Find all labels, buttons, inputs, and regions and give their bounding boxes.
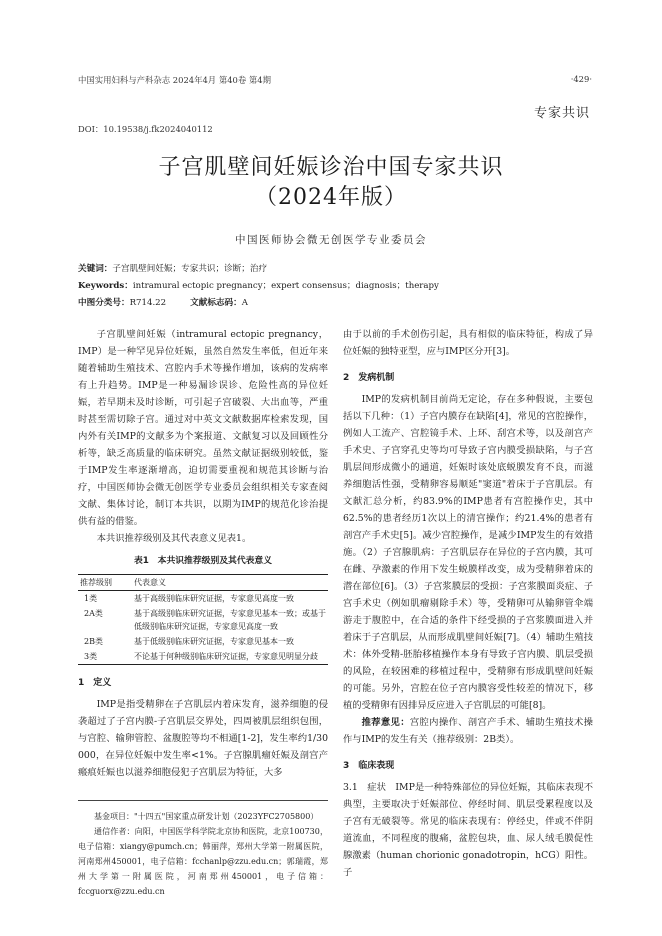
section-heading: 3 临床表现 xyxy=(343,761,395,771)
table-row xyxy=(78,649,328,665)
paper-title: 子宫肌壁间妊娠诊治中国专家共识 xyxy=(158,155,504,180)
table-cell: 2A类 xyxy=(84,609,103,618)
mechanism-paragraph: IMP的发病机制目前尚无定论，存在多种假说，主要包括以下几种：（1）子宫内膜存在缺陷[4]，常见的宫腔操作，例如人工流产、宫腔镜手术、上环、刮宫术等，以及剖宫产手术史、子宫穿孔史等均可导致子宫内膜受损缺陷，与子宫肌层间形成微小的通道，妊娠时该处底蜕膜发育不良，而滋养细胞活性强，受精卵容易顺延"窦道"着床于子宫肌层。有文献汇总分析，约83.9%的IMP患者有宫腔操作史，其中62.5%的患者经历1次以上的清宫操作；约21.4%的患者有剖宫产手术史[5]。减少宫腔操作，是减少IMP发生的有效措施。（2）子宫腺肌病：子宫肌层存在异位的子宫内膜，其可在雌、孕激素的作用下发生蜕膜样改变，成为受精卵着床的潜在部位[6]。（3）子宫浆膜层的受损：子宫浆膜面炎症、子宫手术史（例如肌瘤剔除手术）等，受精卵可从输卵管伞端游走于腹腔中，在合适的条件下经受损的子宫浆膜面进入并着床于子宫肌层，从而形成肌壁间妊娠[7]。（4）辅助生殖技术：体外受精-胚胎移植操作本身有导致子宫内膜、肌层受损的风险，在较困难的移植过程中，受精卵有形成肌壁间妊娠的可能。另外，宫腔在位子宫内膜容受性较差的情况下，移植的受精卵有因排异反应进入子宫肌层的可能[8]。 xyxy=(343,394,593,711)
intro-paragraph: 子宫肌壁间妊娠（intramural ectopic pregnancy，IMP）是一种罕见异位妊娠，虽然自然发生率低，但近年来随着辅助生殖技术、宫腔内手术等操作增加，该病的发病率有上升趋势。IMP是一种易漏诊误诊、危险性高的异位妊娠，若早期未及时诊断，可引起子宫破裂、大出血等，严重时甚至需切除子宫。通过对中英文文献数据库检索发现，国内外有关IMP的文献多为个案报道、文献复习以及回顾性分析等，缺乏高质量的临床研究。虽然文献证据级别较低，鉴于IMP发生率逐渐增高，迫切需要重视和规范其诊断与治疗，中国医师协会微无创医学专业委员会组织相关专家查阅文献、集体讨论，制订本共识，以期为IMP的规范化诊治提供有益的借鉴。 xyxy=(78,329,328,527)
left-column xyxy=(78,326,328,781)
table-cell: 3类 xyxy=(78,649,132,665)
table-cell: 基于高级别临床研究证据，专家意见基本一致；或基于低级别临床研究证据，专家意见高度一致 xyxy=(134,609,326,631)
funding-line: 基金项目："十四五"国家重点研发计划（2023YFC2705800） xyxy=(94,812,319,821)
table-header: 推荐级别 xyxy=(78,575,132,591)
paper-title-year: （2024年版） xyxy=(255,185,407,210)
keywords-cn: 关键词：子宫肌壁间妊娠；专家共识；诊断；治疗 xyxy=(78,264,268,274)
recommendation-paragraph: 推荐意见：宫腔内操作、剖宫产手术、辅助生殖技术操作与IMP的发生有关（推荐级别：2B类）。 xyxy=(343,717,593,745)
footnote-funding xyxy=(78,800,328,899)
table-header: 代表意义 xyxy=(132,575,328,591)
section-heading: 1 定义 xyxy=(78,678,112,688)
classification: 中图分类号：R714.22 文献标志码：A xyxy=(78,298,248,308)
table-cell: 1类 xyxy=(84,594,98,603)
table-row xyxy=(78,634,328,649)
table-cell: 不论基于何种级别临床研究证据，专家意见明显分歧 xyxy=(132,649,328,665)
table-row xyxy=(78,591,328,607)
continuation-paragraph: 由于以前的手术创伤引起，具有相似的临床特征，构成了异位妊娠的独特亚型，应与IMP区分开[3]。 xyxy=(343,329,593,357)
definition-paragraph: IMP是指受精卵在子宫肌层内着床发育，滋养细胞的侵袭超过了子宫内膜-子宫肌层交界处，四周被肌层组织包围，与宫腔、输卵管腔、盆腹腔等均不相通[1-2]，发生率约1/30 000，在异位妊娠中发生率<1%。子宫腺肌瘤妊娠及剖宫产瘢痕妊娠也以滋养细胞侵犯子宫肌层为特征，大多 xyxy=(78,699,328,778)
section-heading: 2 发病机制 xyxy=(343,373,395,383)
authors: 中国医师协会微无创医学专业委员会 xyxy=(235,234,427,246)
table-cell: 2B类 xyxy=(84,637,103,646)
journal-header: 中国实用妇科与产科杂志 2024年4月 第40卷 第4期 xyxy=(78,75,271,85)
table-row xyxy=(78,606,328,634)
doi: DOI：10.19538/j.fk2024040112 xyxy=(78,124,213,134)
intro-paragraph-2: 本共识推荐级别及其代表意义见表1。 xyxy=(96,533,252,544)
correspondence-line: 通信作者：向阳，中国医学科学院北京协和医院，北京100730，电子信箱：xiangy@pumch.cn；韩丽萍，郑州大学第一附属医院，河南郑州450001，电子信箱：fcchanlp@zzu.edu.cn；郭瑞霞，郑州大学第一附属医院，河南郑州450001，电子信箱：fccguorx@zzu.edu.cn xyxy=(78,827,328,896)
table-caption: 表1 本共识推荐级别及其代表意义 xyxy=(133,556,273,566)
recommendation-table xyxy=(78,574,328,665)
page-number: ·429· xyxy=(570,74,592,84)
right-column xyxy=(343,326,593,881)
keywords-en: Keywords：intramural ectopic pregnancy；expert consensus；diagnosis；therapy xyxy=(78,281,439,291)
section-label: 专家共识 xyxy=(533,106,590,121)
table-cell: 基于低级别临床研究证据，专家意见基本一致 xyxy=(134,637,294,646)
table-cell: 基于高级别临床研究证据，专家意见高度一致 xyxy=(134,594,294,603)
symptoms-paragraph: 3.1 症状 IMP是一种特殊部位的异位妊娠，其临床表现不典型，主要取决于妊娠部位、停经时间、肌层受累程度以及子宫有无破裂等。常见的临床表现有：停经史，伴或不伴阴道流血，不同程度的腹痛，盆腔包块，血、尿人绒毛膜促性腺激素（human chorionic gonadotropin，hCG）阳性。子 xyxy=(343,782,593,878)
